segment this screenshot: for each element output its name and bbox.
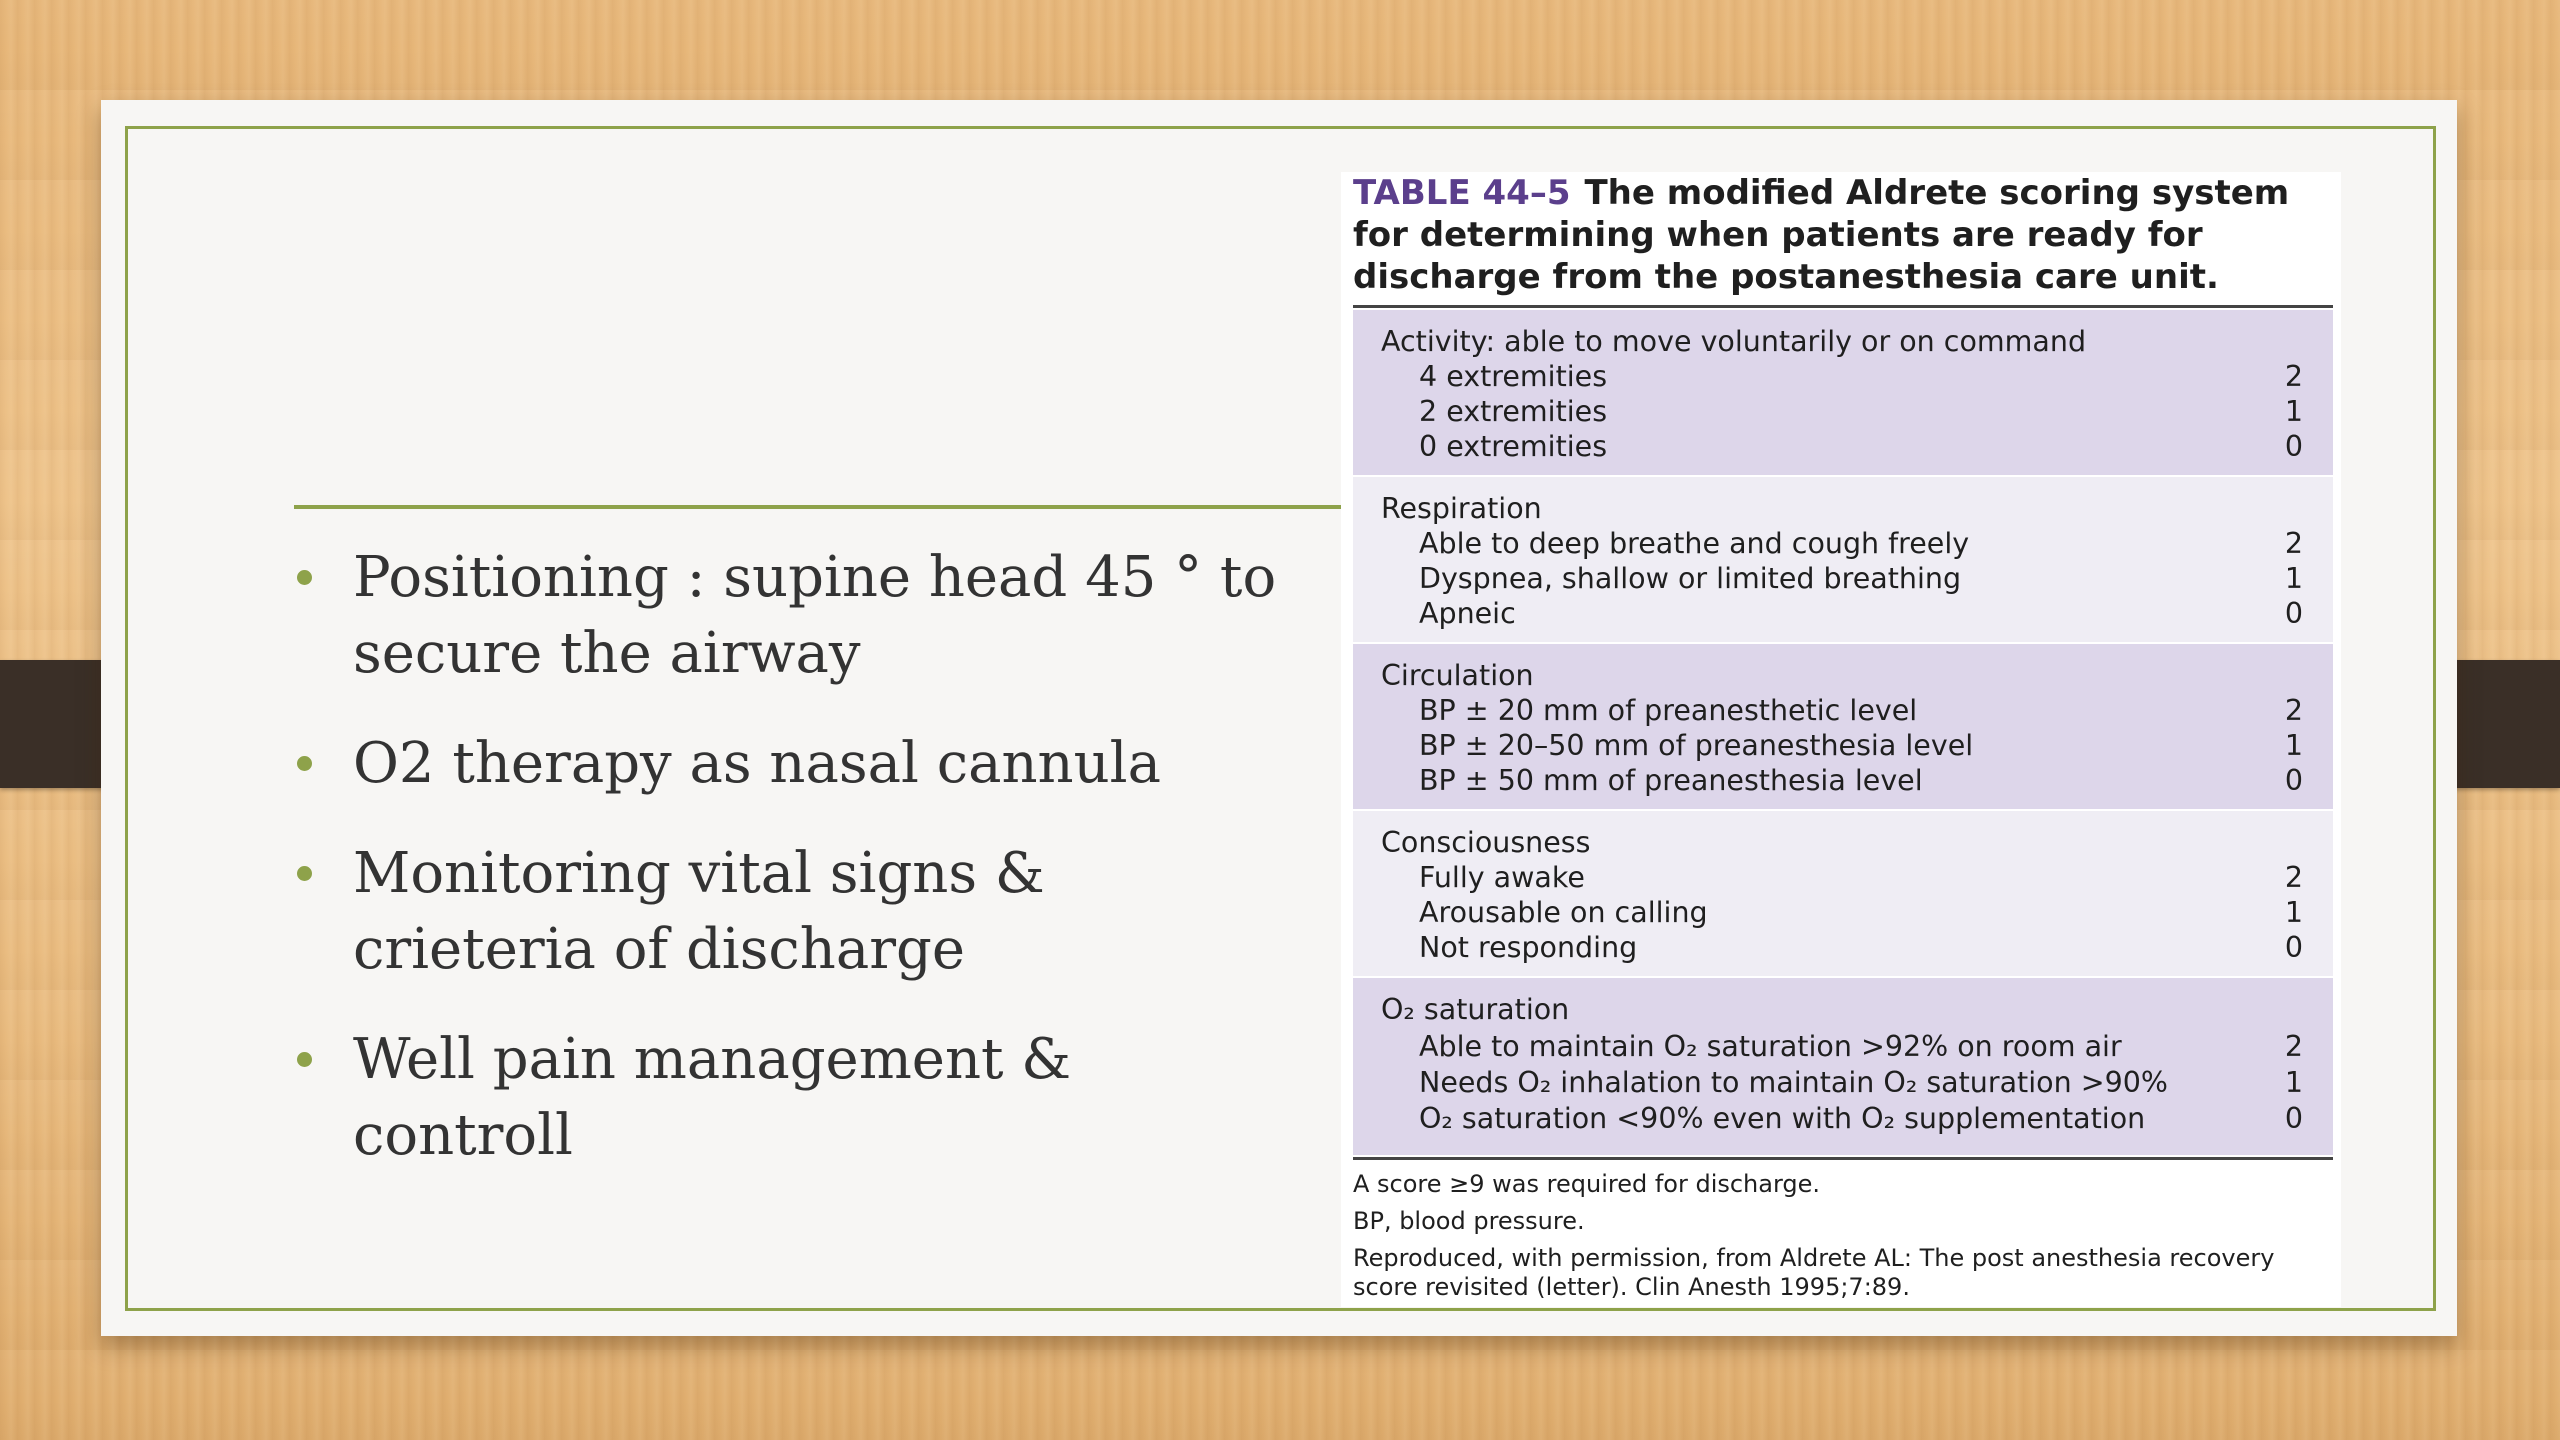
row-label: BP ± 50 mm of preanesthesia level [1419,764,1923,797]
row-label: BP ± 20–50 mm of preanesthesia level [1419,729,1974,762]
row-score: 0 [2284,430,2303,463]
row-score: 0 [2284,1102,2303,1135]
title-rule [294,505,1347,509]
table-bottom-rule [1353,1157,2333,1160]
table-row [1419,561,2303,596]
bullet-dot-icon [297,866,312,881]
row-label: 2 extremities [1419,395,1608,428]
bullet-dot-icon [297,570,312,585]
row-score: 2 [2284,1030,2303,1063]
row-label: O₂ saturation <90% even with O₂ supplementation [1419,1102,2146,1135]
table-row [1419,763,2303,798]
row-score: 2 [2284,694,2303,727]
bullet-text: Well pain management & controll [353,1027,1072,1168]
row-label: Able to deep breathe and cough freely [1419,527,1970,560]
row-score: 1 [2284,395,2303,428]
row-label: Dyspnea, shallow or limited breathing [1419,562,1962,595]
row-label: Needs O₂ inhalation to maintain O₂ saturation >90% [1419,1066,2168,1099]
table-source-note: Reproduced, with permission, from Aldrete AL: The post anesthesia recovery score revisited (letter). Clin Anesth 1995;7:89. [1353,1244,2275,1301]
table-row [1419,930,2303,965]
bullet-item [291,540,1291,692]
row-score: 2 [2284,527,2303,560]
row-score: 0 [2284,931,2303,964]
section-o2-saturation [1353,978,2333,1155]
table-row [1419,895,2303,930]
bullet-list [291,540,1291,1208]
bullet-text: O2 therapy as nasal cannula [353,731,1161,796]
table-row [1419,1029,2303,1064]
table-title: The modified Aldrete scoring system for determining when patients are ready for discharge from the postanesthesia care unit. [1353,173,2290,297]
section-circulation [1353,644,2333,809]
bullet-item [291,726,1291,802]
table-top-rule [1353,305,2333,308]
bullet-item [291,836,1291,988]
table-row [1419,1101,2303,1136]
section-heading: Respiration [1381,492,1542,525]
aldrete-table [1341,172,2341,1307]
section-heading: Consciousness [1381,826,1591,859]
table-row [1419,693,2303,728]
bullet-text: Monitoring vital signs & crieteria of discharge [353,841,1045,982]
table-row [1419,860,2303,895]
row-score: 0 [2284,597,2303,630]
row-label: Arousable on calling [1419,896,1708,929]
table-caption [1353,172,2338,298]
table-footnote: BP, blood pressure. [1353,1207,1585,1235]
row-label: BP ± 20 mm of preanesthetic level [1419,694,1918,727]
row-label: Not responding [1419,931,1638,964]
row-label: 0 extremities [1419,430,1608,463]
row-label: 4 extremities [1419,360,1608,393]
bullet-text: Positioning : supine head 45 ° to secure the airway [353,545,1277,686]
row-score: 2 [2284,360,2303,393]
section-heading: Activity: able to move voluntarily or on command [1381,325,2087,358]
table-row [1419,728,2303,763]
table-number: TABLE 44–5 [1353,173,1571,213]
section-heading: O₂ saturation [1381,993,1570,1026]
row-score: 1 [2284,562,2303,595]
table-row [1419,526,2303,561]
row-label: Able to maintain O₂ saturation >92% on room air [1419,1030,2122,1063]
row-label: Fully awake [1419,861,1585,894]
row-score: 0 [2284,764,2303,797]
table-footnote: A score ≥9 was required for discharge. [1353,1170,1821,1198]
slide [101,100,2457,1336]
row-score: 1 [2284,896,2303,929]
bullet-dot-icon [297,1052,312,1067]
table-row [1419,394,2303,429]
bullet-dot-icon [297,756,312,771]
section-heading: Circulation [1381,659,1534,692]
table-row [1419,1065,2303,1100]
bullet-item [291,1022,1291,1174]
section-respiration [1353,477,2333,642]
table-row [1419,359,2303,394]
row-label: Apneic [1419,597,1516,630]
row-score: 1 [2284,729,2303,762]
section-consciousness [1353,811,2333,976]
table-row [1419,429,2303,464]
row-score: 2 [2284,861,2303,894]
row-score: 1 [2284,1066,2303,1099]
section-activity [1353,310,2333,475]
table-row [1419,596,2303,631]
